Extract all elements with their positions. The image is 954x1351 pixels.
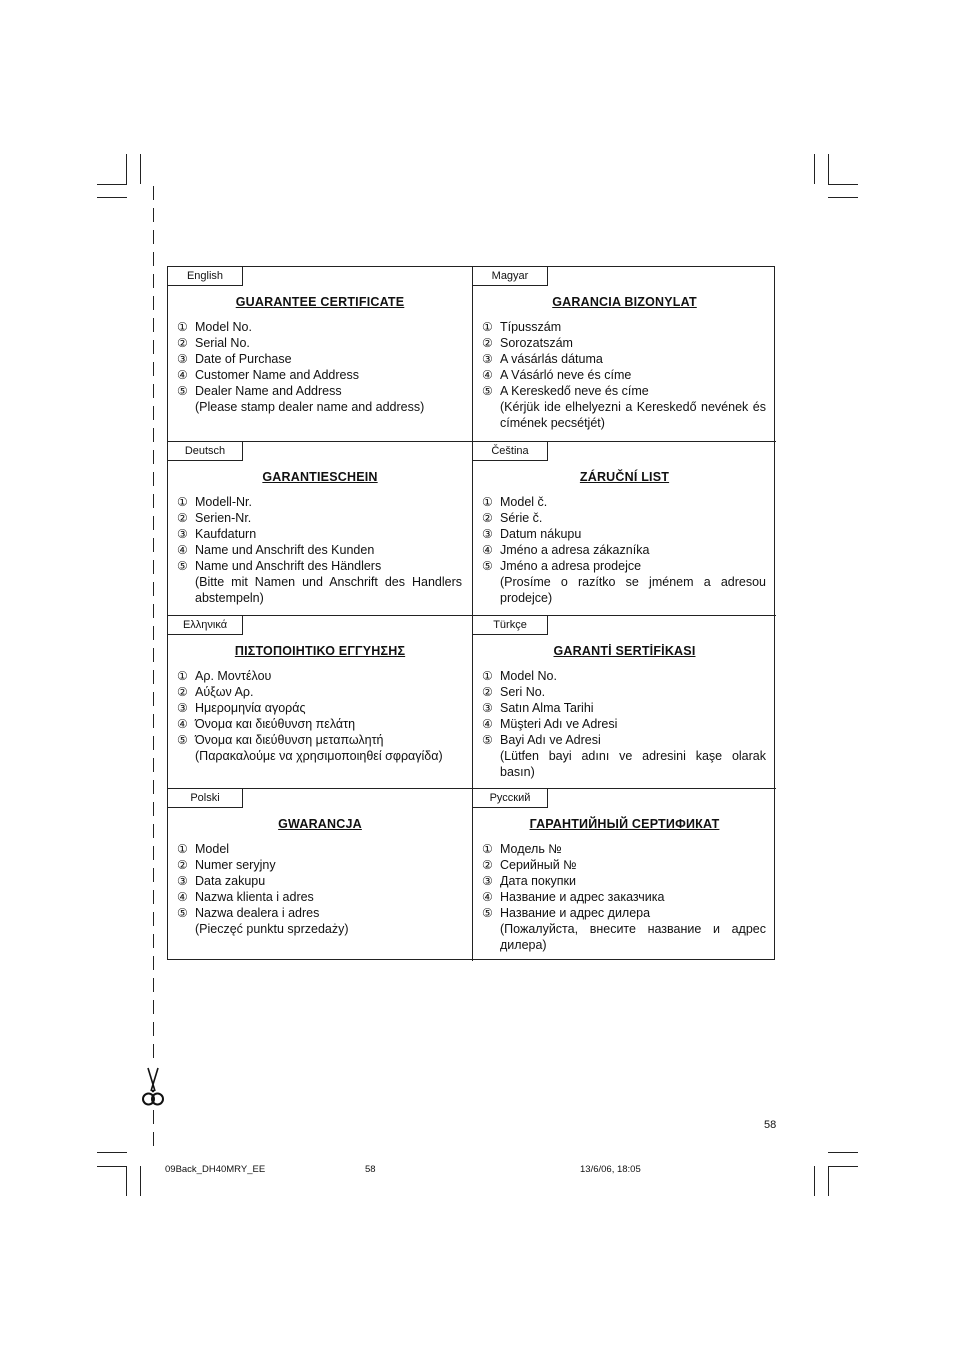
field-label: Серийный № [500, 858, 577, 872]
list-item [482, 510, 766, 526]
certificate-title: GWARANCJA [278, 817, 362, 831]
certificate-title: GARANTIESCHEIN [262, 470, 378, 484]
crop-mark [126, 1166, 127, 1196]
circled-number: ② [482, 511, 493, 525]
language-label: Polski [168, 789, 243, 808]
list-item [482, 857, 766, 873]
certificate-cell-english [168, 267, 473, 442]
language-label: English [168, 267, 243, 286]
stamp-note-text: (Please stamp dealer name and address) [195, 400, 425, 414]
language-label: Ελληνικά [168, 616, 243, 635]
crop-mark [140, 154, 141, 184]
crop-mark [828, 1152, 858, 1153]
stamp-note-text: (Pieczęć punktu sprzedaży) [195, 922, 349, 936]
field-label: Bayi Adı ve Adresi [500, 733, 601, 747]
field-list [482, 668, 766, 780]
circled-number: ② [177, 685, 188, 699]
field-label: Ημερομηνία αγοράς [195, 701, 306, 715]
list-item [482, 542, 766, 558]
field-label: Datum nákupu [500, 527, 582, 541]
field-label: Όνομα και διεύθυνση μεταπωλητή [195, 733, 384, 747]
list-item [482, 873, 766, 889]
list-item [482, 494, 766, 510]
certificate-title: ΠΙΣΤΟΠΟΙΗΤΙΚΟ ΕΓΓΥΗΣΗΣ [234, 644, 406, 658]
circled-number: ② [177, 858, 188, 872]
stamp-note [482, 748, 766, 780]
field-label: A vásárlás dátuma [500, 352, 603, 366]
crop-mark [97, 197, 127, 198]
crop-mark [828, 1166, 858, 1167]
circled-number: ② [482, 685, 493, 699]
certificate-cell-magyar [473, 267, 776, 442]
stamp-note-text: (Lütfen bayi adını ve adresini kaşe olarak basın) [500, 749, 766, 779]
field-label: Serial No. [195, 336, 250, 350]
field-label: Série č. [500, 511, 543, 525]
list-item [177, 319, 462, 335]
field-label: Model No. [500, 669, 557, 683]
field-label: Название и адрес заказчика [500, 890, 665, 904]
circled-number: ⑤ [482, 559, 493, 573]
crop-mark [140, 1166, 141, 1196]
crop-mark [828, 197, 858, 198]
field-label: Model [195, 842, 230, 856]
crop-mark [814, 154, 815, 184]
field-list [482, 494, 766, 606]
field-list [177, 668, 462, 764]
footer-filename: 09Back_DH40MRY_EE [165, 1164, 266, 1175]
list-item [177, 335, 462, 351]
list-item [177, 873, 462, 889]
circled-number: ③ [177, 352, 188, 366]
list-item [177, 668, 462, 684]
list-item [177, 732, 462, 748]
field-label: Αύξων Αρ. [195, 685, 254, 699]
list-item [177, 542, 462, 558]
field-list [177, 494, 462, 606]
list-item [177, 841, 462, 857]
stamp-note [482, 574, 766, 606]
certificate-title: ZÁRUČNÍ LIST [579, 470, 670, 484]
crop-mark [97, 1166, 127, 1167]
list-item [177, 510, 462, 526]
circled-number: ① [177, 842, 188, 856]
list-item [482, 732, 766, 748]
circled-number: ② [177, 511, 188, 525]
list-item [482, 351, 766, 367]
list-item [177, 558, 462, 574]
list-item [482, 526, 766, 542]
circled-number: ④ [482, 717, 493, 731]
list-item [482, 905, 766, 921]
circled-number: ① [482, 842, 493, 856]
field-label: Serien-Nr. [195, 511, 252, 525]
circled-number: ⑤ [482, 384, 493, 398]
circled-number: ⑤ [177, 559, 188, 573]
circled-number: ⑤ [177, 906, 188, 920]
circled-number: ④ [482, 543, 493, 557]
field-label: Satın Alma Tarihi [500, 701, 594, 715]
list-item [177, 716, 462, 732]
crop-mark [828, 184, 858, 185]
stamp-note-text: (Kérjük ide elhelyezni a Kereskedő nevének és címének pecsétjét) [500, 400, 766, 430]
circled-number: ③ [482, 527, 493, 541]
list-item [482, 716, 766, 732]
field-list [177, 319, 462, 415]
circled-number: ③ [482, 352, 493, 366]
crop-mark [828, 154, 829, 184]
field-label: A Vásárló neve és címe [500, 368, 632, 382]
list-item [177, 684, 462, 700]
circled-number: ④ [177, 368, 188, 382]
circled-number: ④ [482, 890, 493, 904]
language-label: Čeština [473, 442, 548, 461]
stamp-note-text: (Bitte mit Namen und Anschrift des Handlers abstempeln) [195, 575, 462, 605]
list-item [177, 367, 462, 383]
cut-line [153, 186, 154, 1146]
field-label: Típusszám [500, 320, 562, 334]
circled-number: ① [177, 669, 188, 683]
list-item [177, 700, 462, 716]
field-label: Model č. [500, 495, 548, 509]
language-label: Magyar [473, 267, 548, 286]
list-item [482, 383, 766, 399]
stamp-note [482, 921, 766, 953]
circled-number: ② [482, 858, 493, 872]
list-item [482, 684, 766, 700]
field-list [482, 319, 766, 431]
guarantee-certificate-grid [167, 266, 775, 960]
circled-number: ③ [177, 701, 188, 715]
stamp-note [482, 399, 766, 431]
field-label: Дата покупки [500, 874, 576, 888]
list-item [177, 857, 462, 873]
crop-mark [828, 1166, 829, 1196]
field-label: Jméno a adresa zákazníka [500, 543, 650, 557]
circled-number: ⑤ [177, 733, 188, 747]
circled-number: ① [482, 495, 493, 509]
stamp-note [177, 574, 462, 606]
field-label: Seri No. [500, 685, 546, 699]
field-list [177, 841, 462, 937]
crop-mark [97, 184, 127, 185]
certificate-cell-polski [168, 789, 473, 961]
field-label: Modell-Nr. [195, 495, 252, 509]
field-label: Name und Anschrift des Kunden [195, 543, 375, 557]
field-list [482, 841, 766, 953]
field-label: Αρ. Μοντέλου [195, 669, 272, 683]
field-label: Data zakupu [195, 874, 266, 888]
language-label: Türkçe [473, 616, 548, 635]
field-label: Nazwa dealera i adres [195, 906, 320, 920]
list-item [177, 889, 462, 905]
stamp-note-text: (Пожалуйста, внесите название и адрес дилера) [500, 922, 766, 952]
field-label: Model No. [195, 320, 252, 334]
list-item [177, 351, 462, 367]
field-label: Numer seryjny [195, 858, 276, 872]
list-item [482, 367, 766, 383]
language-label: Deutsch [168, 442, 243, 461]
circled-number: ④ [177, 890, 188, 904]
field-label: Nazwa klienta i adres [195, 890, 314, 904]
list-item [482, 700, 766, 716]
circled-number: ① [177, 320, 188, 334]
circled-number: ① [482, 669, 493, 683]
circled-number: ③ [177, 874, 188, 888]
certificate-title: GARANTİ SERTİFİKASI [553, 644, 696, 658]
circled-number: ② [177, 336, 188, 350]
footer-datetime: 13/6/06, 18:05 [580, 1164, 641, 1175]
circled-number: ④ [177, 543, 188, 557]
field-label: Sorozatszám [500, 336, 573, 350]
page-number: 58 [764, 1119, 777, 1131]
field-label: Customer Name and Address [195, 368, 359, 382]
list-item [482, 889, 766, 905]
field-label: Dealer Name and Address [195, 384, 342, 398]
footer-page: 58 [365, 1164, 376, 1175]
list-item [177, 494, 462, 510]
certificate-title: GARANCIA BIZONYLAT [552, 295, 697, 309]
certificate-title: GUARANTEE CERTIFICATE [235, 295, 405, 309]
crop-mark [126, 154, 127, 184]
field-label: Kaufdaturn [195, 527, 257, 541]
certificate-cell-turkce [473, 616, 776, 789]
stamp-note [177, 921, 462, 937]
field-label: Όνομα και διεύθυνση πελάτη [195, 717, 356, 731]
circled-number: ⑤ [482, 906, 493, 920]
list-item [482, 335, 766, 351]
language-label: Русский [473, 789, 548, 808]
list-item [177, 383, 462, 399]
field-label: Название и адрес дилера [500, 906, 651, 920]
certificate-cell-deutsch [168, 442, 473, 616]
circled-number: ① [177, 495, 188, 509]
crop-mark [814, 1166, 815, 1196]
circled-number: ⑤ [177, 384, 188, 398]
list-item [177, 526, 462, 542]
circled-number: ④ [177, 717, 188, 731]
stamp-note [177, 399, 462, 415]
circled-number: ③ [482, 874, 493, 888]
circled-number: ④ [482, 368, 493, 382]
circled-number: ③ [177, 527, 188, 541]
certificate-cell-cestina [473, 442, 776, 616]
circled-number: ⑤ [482, 733, 493, 747]
list-item [482, 668, 766, 684]
list-item [177, 905, 462, 921]
field-label: Jméno a adresa prodejce [500, 559, 642, 573]
field-label: Date of Purchase [195, 352, 292, 366]
crop-mark [97, 1152, 127, 1153]
circled-number: ① [482, 320, 493, 334]
certificate-cell-greek [168, 616, 473, 789]
list-item [482, 841, 766, 857]
list-item [482, 558, 766, 574]
circled-number: ② [482, 336, 493, 350]
stamp-note-text: (Prosíme o razítko se jménem a adresou prodejce) [500, 575, 766, 605]
stamp-note [177, 748, 462, 764]
stamp-note-text: (Παρακαλούμε να χρησιμοποιηθεί σφραγίδα) [195, 749, 443, 763]
certificate-cell-russian [473, 789, 776, 961]
field-label: Name und Anschrift des Händlers [195, 559, 382, 573]
field-label: Модель № [500, 842, 562, 856]
scissors-icon [140, 1065, 166, 1109]
circled-number: ③ [482, 701, 493, 715]
list-item [482, 319, 766, 335]
certificate-title: ГАРАНТИЙНЫЙ СЕРТИФИКАТ [529, 817, 720, 831]
field-label: A Kereskedő neve és címe [500, 384, 649, 398]
field-label: Müşteri Adı ve Adresi [500, 717, 618, 731]
